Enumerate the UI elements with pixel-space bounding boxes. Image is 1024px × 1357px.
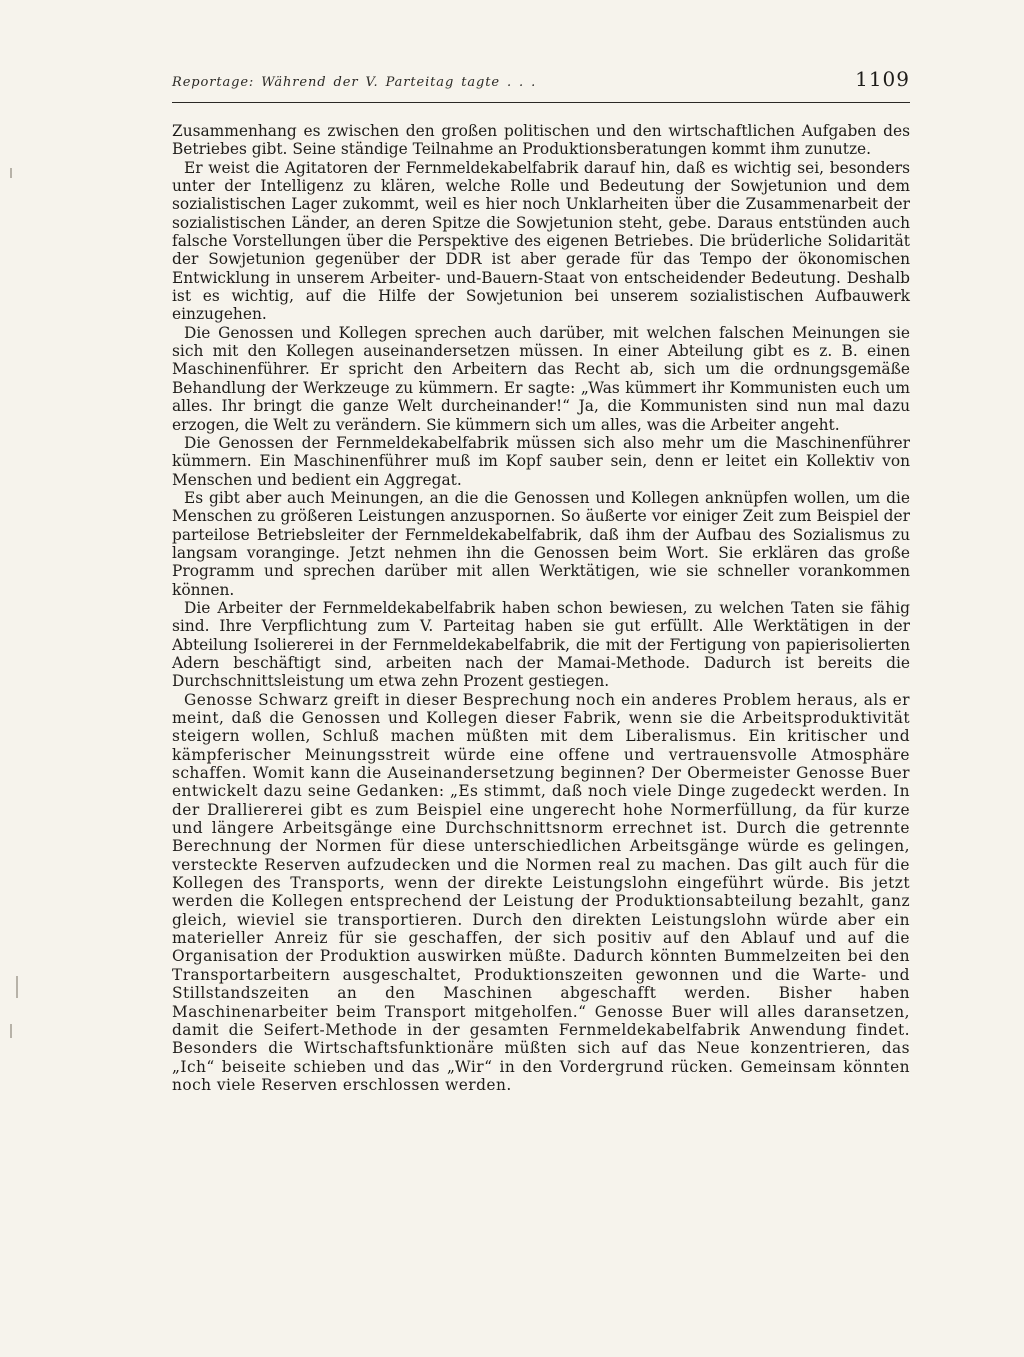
paragraph: Er weist die Agitatoren der Fernmeldekabelfabrik darauf hin, daß es wichtig sei, besonders unter der Intelligenz zu klären, welche Rolle und Bedeutung der Sowjetunion und dem sozialistischen Lager zukommt, weil es hier noch Unklarheiten über die Zusammenarbeit der sozialistischen Länder, an deren Spitze die Sowjetunion steht, gebe. Daraus entstünden auch falsche Vorstellungen über die Perspektive des eigenen Betriebes. Die brüderliche Solidarität der Sowjetunion gegenüber der DDR ist aber gerade für das Tempo der ökonomischen Entwicklung in unserem Arbeiter- und-Bauern-Staat von entscheidender Bedeutung. Deshalb ist es wichtig, auf die Hilfe der Sowjetunion bei unserem sozialistischen Aufbauwerk einzugehen. [172, 158, 910, 324]
paragraph: Genosse Schwarz greift in dieser Besprechung noch ein anderes Problem heraus, als er meint, daß die Genossen und Kollegen dieser Fabrik, wenn sie die Arbeitsproduktivität steigern wollen, Schluß machen müßten mit dem Liberalismus. Ein kritischer und kämpferischer Meinungsstreit würde eine offene und vertrauensvolle Atmosphäre schaffen. Womit kann die Auseinandersetzung beginnen? Der Obermeister Genosse Buer entwickelt dazu seine Gedanken: „Es stimmt, daß noch viele Dinge zugedeckt werden. In der Dralliererei gibt es zum Beispiel eine ungerecht hohe Normerfüllung, da für kurze und längere Arbeitsgänge eine Durchschnittsnorm errechnet ist. Durch die getrennte Berechnung der Normen für diese unterschiedlichen Arbeitsgänge würde es gelingen, versteckte Reserven aufzudecken und die Normen real zu machen. Das gilt auch für die Kollegen des Transports, wenn der direkte Leistungslohn eingeführt würde. Bis jetzt werden die Kollegen entsprechend der Leistung der Produktionsabteilung bezahlt, ganz gleich, wieviel sie transportieren. Durch den direkten Leistungslohn würde aber ein materieller Anreiz für sie geschaffen, der sich positiv auf den Ablauf und auf die Organisation der Produktion auswirken müßte. Dadurch könnten Bummelzeiten bei den Transportarbeitern ausgeschaltet, Produktionszeiten gewonnen und die Warte- und Stillstandszeiten an den Maschinen abgeschafft werden. Bisher haben Maschinenarbeiter beim Transport mitgeholfen.“ Genosse Buer will alles daransetzen, damit die Seifert-Methode in der gesamten Fernmeldekabelfabrik Anwendung findet. Besonders die Wirtschaftsfunktionäre müßten sich auf das Neue konzentrieren, das „Ich“ beiseite schieben und das „Wir“ in den Vordergrund rücken. Gemeinsam könnten noch viele Reserven erschlossen werden. [172, 690, 910, 1094]
margin-mark-middle [16, 976, 18, 998]
paragraph: Zusammenhang es zwischen den großen politischen und den wirtschaftlichen Aufgaben des Betriebes gibt. Seine ständige Teilnahme an Produktionsberatungen kommt ihm zunutze. [172, 122, 910, 159]
running-title: Reportage: Während der V. Parteitag tagte . . . [172, 75, 537, 90]
margin-mark-bottom [10, 1024, 12, 1038]
page-number: 1109 [855, 67, 910, 91]
paragraph: Die Genossen und Kollegen sprechen auch darüber, mit welchen falschen Meinungen sie sich mit den Kollegen auseinandersetzen müssen. In einer Abteilung gibt es z. B. einen Maschinenführer. Er spricht den Arbeitern das Recht ab, sich um die ordnungsgemäße Behandlung der Werkzeuge zu kümmern. Er sagte: „Was kümmert ihr Kommunisten euch um alles. Ihr bringt die ganze Welt durcheinander!“ Ja, die Kommunisten sind nun mal dazu erzogen, die Welt zu verändern. Sie kümmern sich um alles, was die Arbeiter angeht. [172, 323, 910, 434]
margin-mark-top [10, 168, 12, 178]
paragraph: Die Arbeiter der Fernmeldekabelfabrik haben schon bewiesen, zu welchen Taten sie fähig sind. Ihre Verpflichtung zum V. Parteitag haben sie gut erfüllt. Alle Werktätigen in der Abteilung Isoliererei in der Fernmeldekabelfabrik, die mit der Fertigung von papierisolierten Adern beschäftigt sind, arbeiten nach der Mamai-Methode. Dadurch ist bereits die Durchschnittsleistung um etwa zehn Prozent gestiegen. [172, 598, 910, 691]
running-header [172, 62, 910, 103]
paragraph: Es gibt aber auch Meinungen, an die die Genossen und Kollegen anknüpfen wollen, um die Menschen zu größeren Leistungen anzuspornen. So äußerte vor einiger Zeit zum Beispiel der parteilose Betriebsleiter der Fernmeldekabelfabrik, daß ihm der Aufbau des Sozialismus zu langsam voranginge. Jetzt nehmen ihn die Genossen beim Wort. Sie erklären das große Programm und sprechen darüber mit allen Werktätigen, wie sie schneller vorankommen können. [172, 488, 910, 599]
document-page [172, 62, 910, 1094]
article-body [172, 122, 910, 1094]
paragraph: Die Genossen der Fernmeldekabelfabrik müssen sich also mehr um die Maschinenführer kümmern. Ein Maschinenführer muß im Kopf sauber sein, denn er leitet ein Kollektiv von Menschen und bedient ein Aggregat. [172, 433, 910, 489]
